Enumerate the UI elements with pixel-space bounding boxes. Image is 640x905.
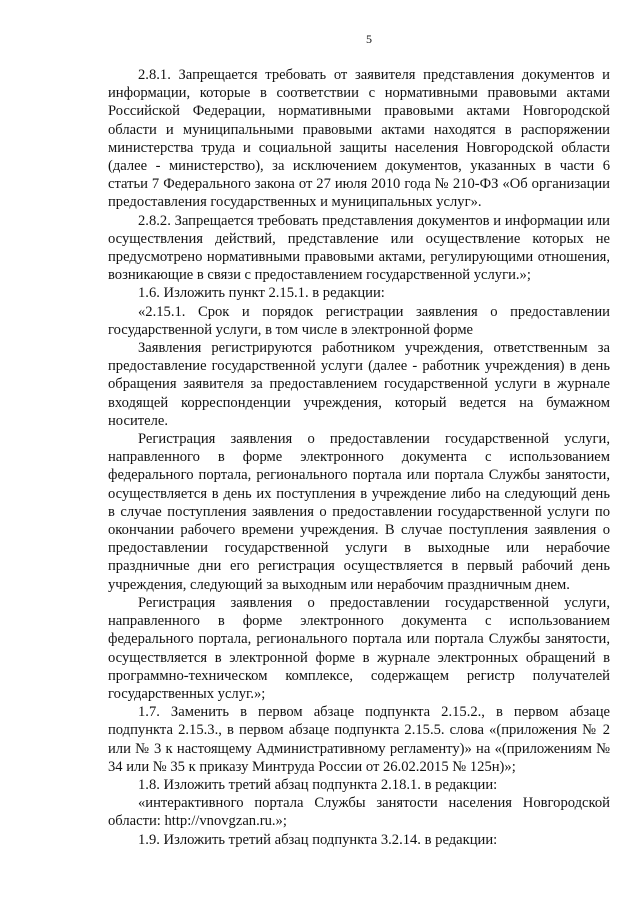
paragraph-1-8: 1.8. Изложить третий абзац подпункта 2.18.1. в редакции: [138, 776, 498, 793]
page-number: 5 [366, 32, 372, 46]
paragraph-registration-electronic-journal: Регистрация заявления о предоставлении государственной услуги, направленного в форме электронного документа с использованием федерального портала, регионального портала или портала Службы занятости, осуществляется в электронной форме в журнале электронных обращений в программно-техническом комплексе, содержащем регистр получателей государственных услуг.»; [108, 594, 610, 702]
paragraph-registration-paper: Заявления регистрируются работником учреждения, ответственным за предоставление государственной услуги (далее - работник учреждения) в день обращения заявителя за предоставлением государственной услуги в журнале входящей корреспонденции учреждения, который ведется на бумажном носителе. [108, 340, 610, 429]
paragraph-1-9: 1.9. Изложить третий абзац подпункта 3.2.14. в редакции: [138, 831, 498, 848]
paragraph-registration-electronic-timing: Регистрация заявления о предоставлении государственной услуги, направленного в форме электронного документа с использованием федерального портала, регионального портала или портала Службы занятости, осуществляется в день их поступления в учреждение либо на следующий день в случае поступления заявления о предоставлении государственной услуги по окончании рабочего времени учреждения. В случае поступления заявления о предоставлении государственной услуги в выходные или нерабочие праздничные дни его регистрация осуществляется в первый рабочий день учреждения, следующий за выходным или нерабочим праздничным днем. [108, 431, 610, 593]
paragraph-portal-url: «интерактивного портала Службы занятости населения Новгородской области: http://vnovgzan.ru.»; [108, 795, 610, 830]
paragraph-2-15-1: «2.15.1. Срок и порядок регистрации заявления о предоставлении государственной услуги, в том числе в электронной форме [108, 303, 610, 338]
paragraph-2-8-2: 2.8.2. Запрещается требовать представления документов и информации или осуществления действий, представление или осуществление которых не предусмотрено нормативными правовыми актами, регулирующими отношения, возникающие в связи с предоставлением государственной услуги.»; [108, 212, 610, 284]
paragraph-1-6: 1.6. Изложить пункт 2.15.1. в редакции: [138, 285, 385, 302]
paragraph-2-8-1: 2.8.1. Запрещается требовать от заявителя представления документов и информации, которые в соответствии с нормативными правовыми актами Российской Федерации, нормативными правовыми актами Новгородской области и муниципальными правовыми актами находятся в распоряжении министерства труда и социальной защиты населения Новгородской области (далее - министерство), за исключением документов, указанных в части 6 статьи 7 Федерального закона от 27 июля 2010 года № 210-ФЗ «Об организации предоставления государственных и муниципальных услуг». [108, 67, 610, 211]
paragraph-1-7: 1.7. Заменить в первом абзаце подпункта 2.15.2., в первом абзаце подпункта 2.15.3., в первом абзаце подпункта 2.15.5. слова «(приложения № 2 или № 3 к настоящему Административному регламенту)» на «(приложениям № 34 или № 35 к приказу Минтруда России от 26.02.2015 № 125н)»; [108, 704, 610, 775]
